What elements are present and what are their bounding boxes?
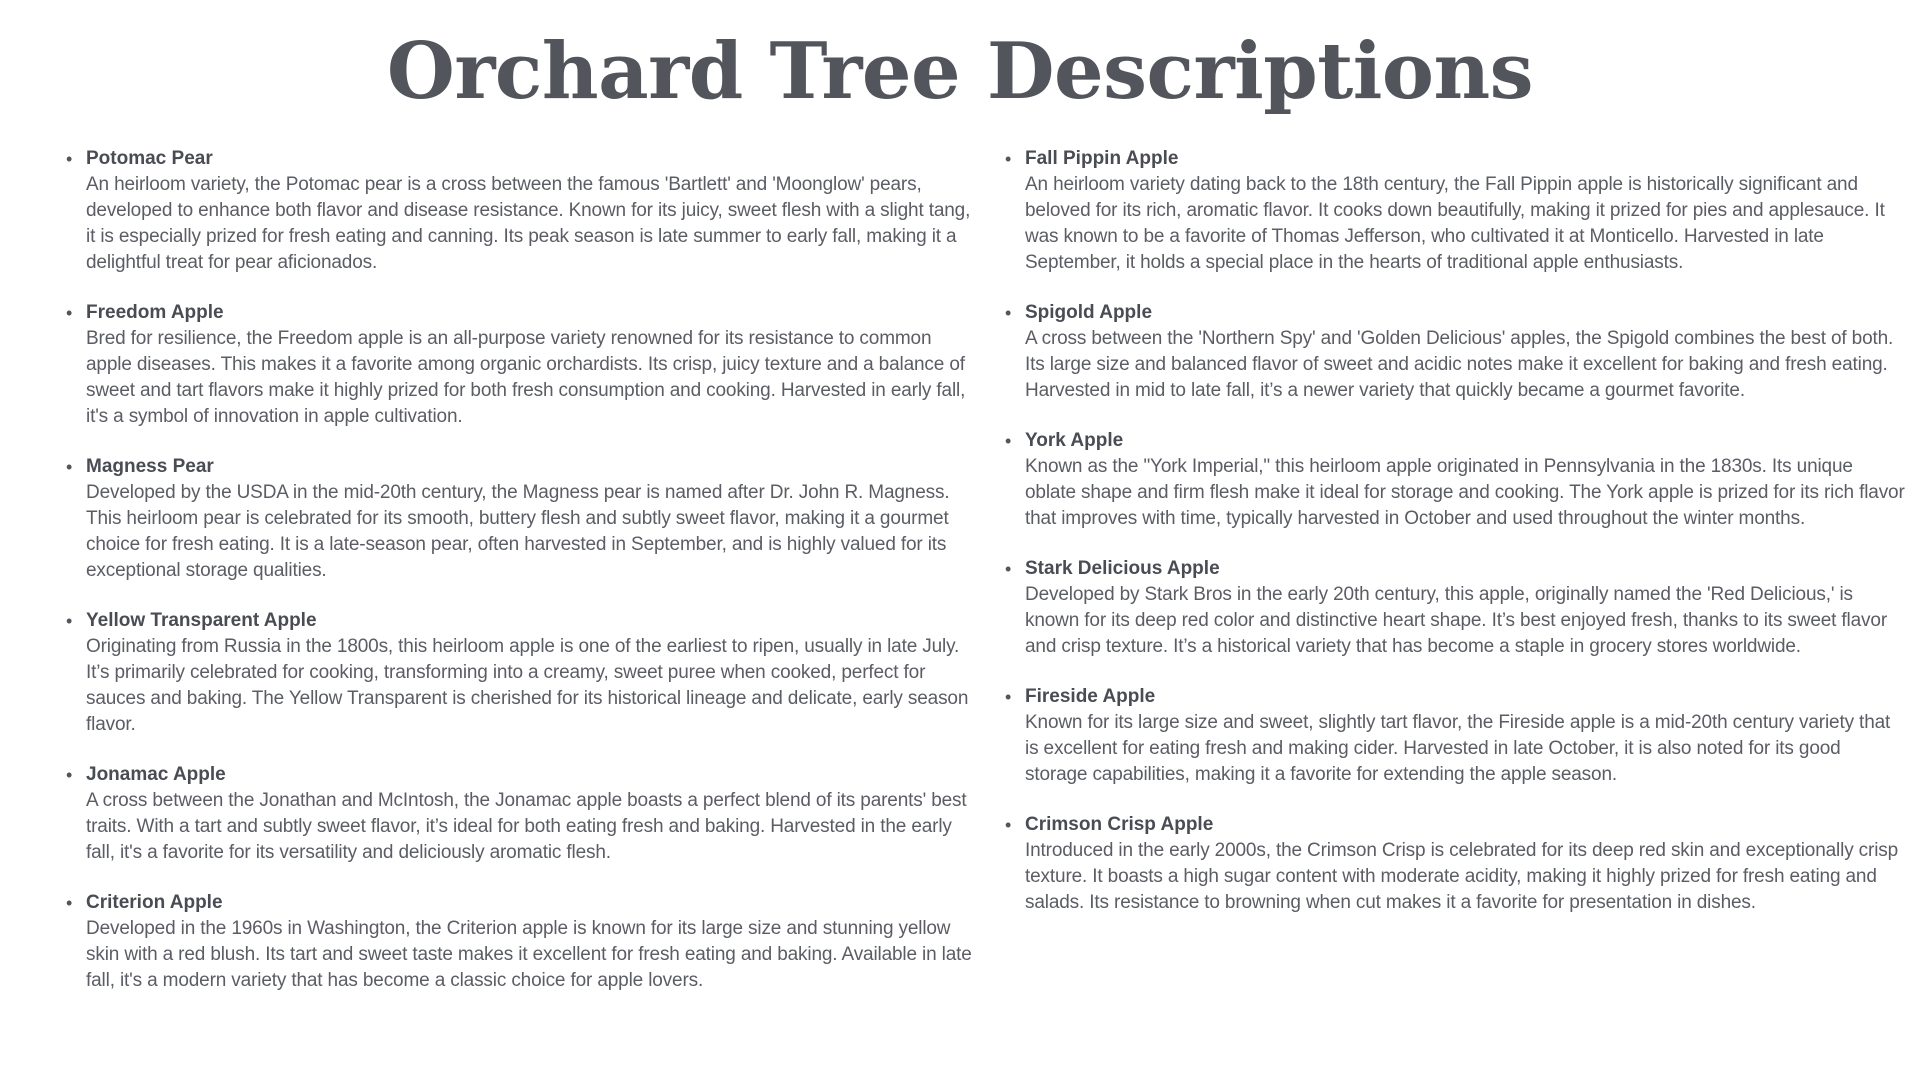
item-description: An heirloom variety dating back to the 18th century, the Fall Pippin apple is historically significant and beloved for its rich, aromatic flavor. It cooks down beautifully, making it prized for pies and applesauce. It was known to be a favorite of Thomas Jefferson, who cultivated it at Monticello. Harvested in late September, it holds a special place in the hearts of traditional apple enthusiasts.: [1025, 174, 1885, 273]
bullet-icon: •: [1005, 815, 1012, 835]
item-title: Yellow Transparent Apple: [86, 610, 317, 631]
item-title: Fall Pippin Apple: [1025, 148, 1179, 169]
right-column-list: [1003, 146, 1908, 940]
list-item: [1003, 300, 1908, 404]
item-description: Introduced in the early 2000s, the Crimson Crisp is celebrated for its deep red skin and exceptionally crisp texture. It boasts a high sugar content with moderate acidity, making it highly prized for fresh eating and salads. Its resistance to browning when cut makes it a favorite for presentation in dishes.: [1025, 840, 1899, 913]
list-item: [1003, 146, 1908, 276]
item-description: Known as the "York Imperial," this heirloom apple originated in Pennsylvania in the 1830s. Its unique oblate shape and firm flesh make it ideal for storage and cooking. The York apple is prized for its rich flavor that improves with time, typically harvested in October and used throughout the winter months.: [1025, 456, 1905, 529]
item-title: Magness Pear: [86, 456, 214, 477]
item-title: Fireside Apple: [1025, 686, 1156, 707]
item-description: Known for its large size and sweet, slightly tart flavor, the Fireside apple is a mid-20th century variety that is excellent for eating fresh and making cider. Harvested in late October, it is also noted for its good storage capabilities, making it a favorite for extending the apple season.: [1025, 712, 1891, 785]
item-description: Originating from Russia in the 1800s, this heirloom apple is one of the earliest to ripen, usually in late July. It’s primarily celebrated for cooking, transforming into a creamy, sweet puree when cooked, perfect for sauces and baking. The Yellow Transparent is cherished for its historical lineage and delicate, early season flavor.: [86, 636, 969, 735]
left-column-list: [64, 146, 974, 1018]
item-title: Stark Delicious Apple: [1025, 558, 1220, 579]
bullet-icon: •: [1005, 687, 1012, 707]
bullet-icon: •: [66, 611, 73, 631]
bullet-icon: •: [66, 303, 73, 323]
list-item: [1003, 428, 1908, 532]
list-item: [1003, 556, 1908, 660]
bullet-icon: •: [66, 893, 73, 913]
item-description: Bred for resilience, the Freedom apple is an all-purpose variety renowned for its resistance to common apple diseases. This makes it a favorite among organic orchardists. Its crisp, juicy texture and a balance of sweet and tart flavors make it highly prized for both fresh consumption and cooking. Harvested in early fall, it's a symbol of innovation in apple cultivation.: [86, 328, 966, 427]
item-description: Developed by Stark Bros in the early 20th century, this apple, originally named the 'Red Delicious,' is known for its deep red color and distinctive heart shape. It’s best enjoyed fresh, thanks to its sweet flavor and crisp texture. It’s a historical variety that has become a staple in grocery stores worldwide.: [1025, 584, 1887, 657]
item-description: A cross between the 'Northern Spy' and 'Golden Delicious' apples, the Spigold combines the best of both. Its large size and balanced flavor of sweet and acidic notes make it excellent for baking and fresh eating. Harvested in mid to late fall, it’s a newer variety that quickly became a gourmet favorite.: [1025, 328, 1894, 401]
item-title: Crimson Crisp Apple: [1025, 814, 1214, 835]
bullet-icon: •: [66, 149, 73, 169]
bullet-icon: •: [1005, 431, 1012, 451]
page-title: Orchard Tree Descriptions: [386, 26, 1534, 117]
list-item: [1003, 812, 1908, 916]
item-title: Criterion Apple: [86, 892, 223, 913]
item-title: Freedom Apple: [86, 302, 224, 323]
list-item: [64, 762, 974, 866]
item-description: Developed in the 1960s in Washington, the Criterion apple is known for its large size and stunning yellow skin with a red blush. Its tart and sweet taste makes it excellent for fresh eating and baking. Available in late fall, it's a modern variety that has become a classic choice for apple lovers.: [86, 918, 972, 991]
item-title: Jonamac Apple: [86, 764, 226, 785]
bullet-icon: •: [1005, 149, 1012, 169]
bullet-icon: •: [1005, 559, 1012, 579]
item-title: York Apple: [1025, 430, 1124, 451]
bullet-icon: •: [66, 457, 73, 477]
list-item: [64, 454, 974, 584]
item-description: A cross between the Jonathan and McIntosh, the Jonamac apple boasts a perfect blend of its parents' best traits. With a tart and subtly sweet flavor, it’s ideal for both eating fresh and baking. Harvested in the early fall, it's a favorite for its versatility and deliciously aromatic flesh.: [86, 790, 967, 863]
item-description: An heirloom variety, the Potomac pear is a cross between the famous 'Bartlett' and 'Moonglow' pears, developed to enhance both flavor and disease resistance. Known for its juicy, sweet flesh with a slight tang, it is especially prized for fresh eating and canning. Its peak season is late summer to early fall, making it a delightful treat for pear aficionados.: [86, 174, 971, 273]
list-item: [64, 146, 974, 276]
item-title: Spigold Apple: [1025, 302, 1153, 323]
item-title: Potomac Pear: [86, 148, 213, 169]
list-item: [64, 300, 974, 430]
list-item: [64, 608, 974, 738]
bullet-icon: •: [66, 765, 73, 785]
list-item: [64, 890, 974, 994]
item-description: Developed by the USDA in the mid-20th century, the Magness pear is named after Dr. John R. Magness. This heirloom pear is celebrated for its smooth, buttery flesh and subtly sweet flavor, making it a gourmet choice for fresh eating. It is a late-season pear, often harvested in September, and is highly valued for its exceptional storage qualities.: [86, 482, 950, 581]
bullet-icon: •: [1005, 303, 1012, 323]
list-item: [1003, 684, 1908, 788]
